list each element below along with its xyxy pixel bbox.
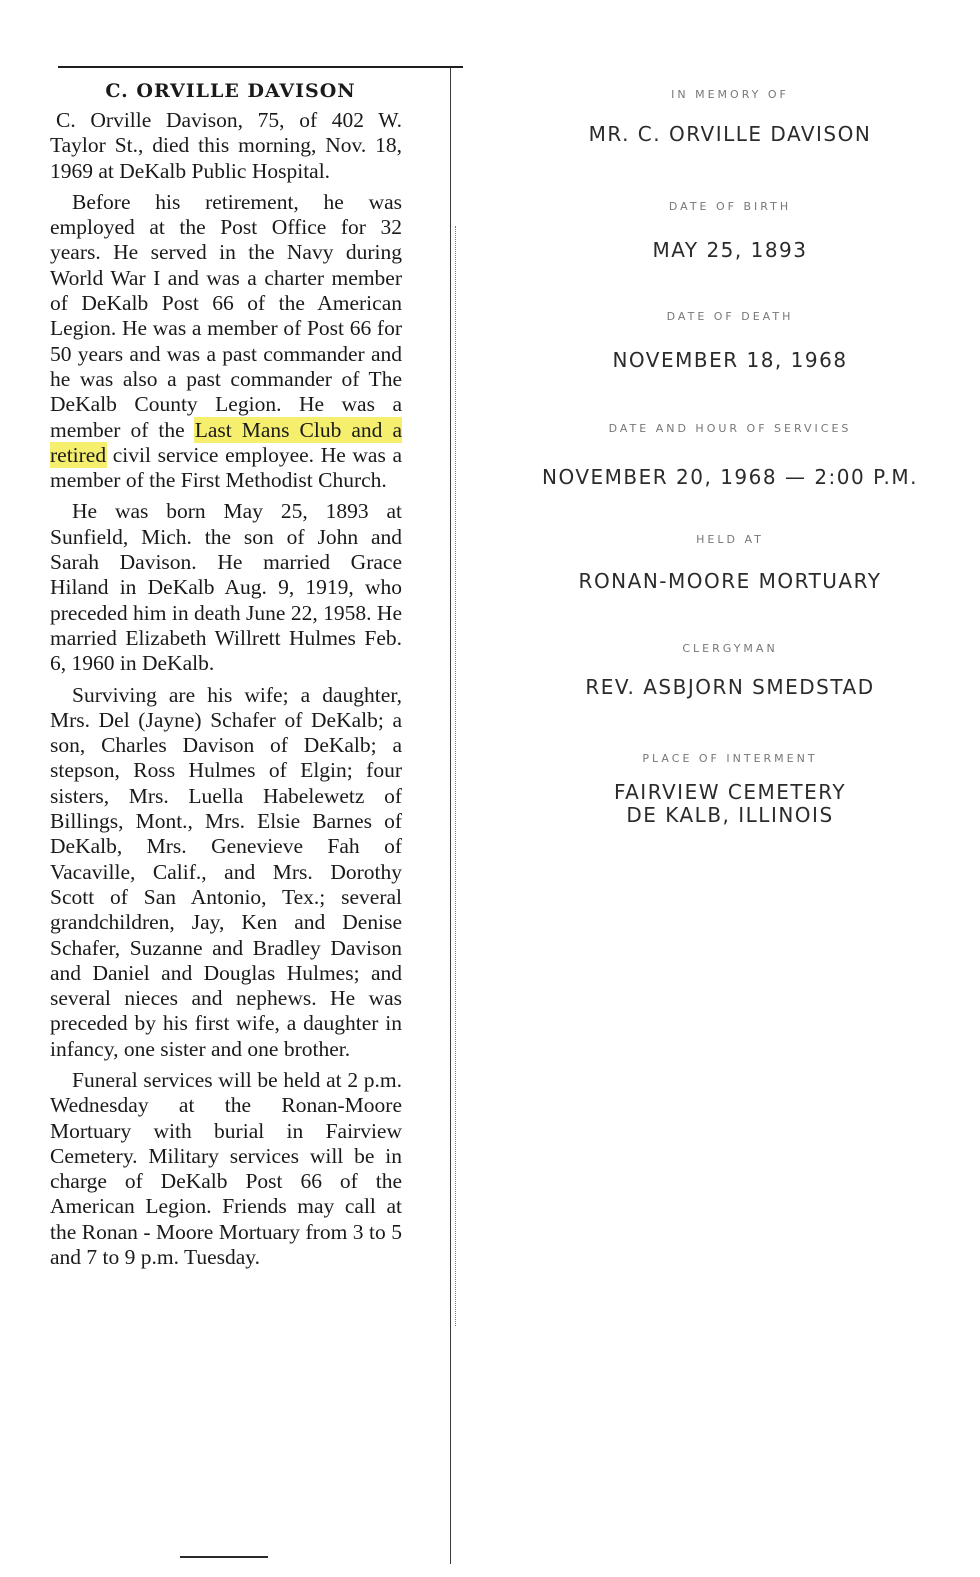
obituary-headline: C. ORVILLE DAVISON [105, 80, 356, 102]
obituary-paragraph-death: C. Orville Davison, 75, of 402 W. Taylor St., died this morning, Nov. 18, 1969 at DeKalb Public Hospital. [50, 108, 402, 183]
top-rule [58, 66, 463, 68]
obituary-paragraph-career [50, 190, 402, 494]
held-at-label: HELD AT [696, 533, 764, 546]
obituary-paragraph-birth: He was born May 25, 1893 at Sunfield, Mich. the son of John and Sarah Davison. He married Grace Hiland in DeKalb Aug. 9, 1919, who preceded him in death June 22, 1958. He married Elizabeth Willrett Hulmes Feb. 6, 1960 in DeKalb. [50, 499, 402, 676]
bottom-rule [180, 1556, 268, 1558]
career-text-after: civil service employee. He was a member of the First Methodist Church. [50, 442, 403, 493]
obituary-paragraph-funeral: Funeral services will be held at 2 p.m. Wednesday at the Ronan-Moore Mortuary with burial in Fairview Cemetery. Military services will be in charge of DeKalb Post 66 of the American Legion. Friends may call at the Ronan - Moore Mortuary from 3 to 5 and 7 to 9 p.m. Tuesday. [50, 1067, 402, 1270]
clergyman-name: REV. ASBJORN SMEDSTAD [585, 675, 875, 699]
services-date: NOVEMBER 20, 1968 — 2:00 P.M. [542, 465, 918, 489]
clergyman-label: CLERGYMAN [682, 642, 778, 655]
interment-cemetery: FAIRVIEW CEMETERY [613, 780, 847, 804]
column-rule [450, 68, 451, 1564]
career-text-before: Before his retirement, he was employed at the Post Office for 32 years. He served in the Navy during World War I and was a charter member of DeKalb Post 66 of the American Legion. He was a member of Post 66 for 50 years and was a past commander and he was also a past commander of The DeKalb County Legion. He was a member of the [50, 189, 402, 442]
obituary-paragraph-survivors: Surviving are his wife; a daughter, Mrs. Del (Jayne) Schafer of DeKalb; a son, Charles Davison of DeKalb; a stepson, Ross Hulmes of Elgin; four sisters, Mrs. Luella Habelewetz of Billings, Mont., Mrs. Elsie Barnes of DeKalb, Mrs. Genevieve Fah of Vacaville, Calif., and Mrs. Dorothy Scott of San Antonio, Tex.; several grandchildren, Jay, Ken and Denise Schafer, Suzanne and Bradley Davison and Daniel and Douglas Hulmes; and several nieces and nephews. He was preceded by his first wife, a daughter in infancy, one sister and one brother. [50, 682, 402, 1061]
obituary-body [50, 108, 402, 1276]
interment-label: PLACE OF INTERMENT [642, 752, 818, 765]
birth-label: DATE OF BIRTH [668, 200, 792, 213]
birth-date: MAY 25, 1893 [652, 238, 808, 262]
deceased-name: MR. C. ORVILLE DAVISON [588, 122, 872, 146]
in-memory-label: IN MEMORY OF [671, 88, 789, 101]
column-edge-marks [455, 226, 462, 1326]
services-label: DATE AND HOUR OF SERVICES [608, 422, 852, 435]
held-at-location: RONAN-MOORE MORTUARY [578, 569, 882, 593]
death-label: DATE OF DEATH [666, 310, 794, 323]
highlighted-text: Last Mans Club and a retired [50, 417, 402, 467]
death-date: NOVEMBER 18, 1968 [612, 348, 848, 372]
interment-city: DE KALB, ILLINOIS [626, 803, 834, 827]
